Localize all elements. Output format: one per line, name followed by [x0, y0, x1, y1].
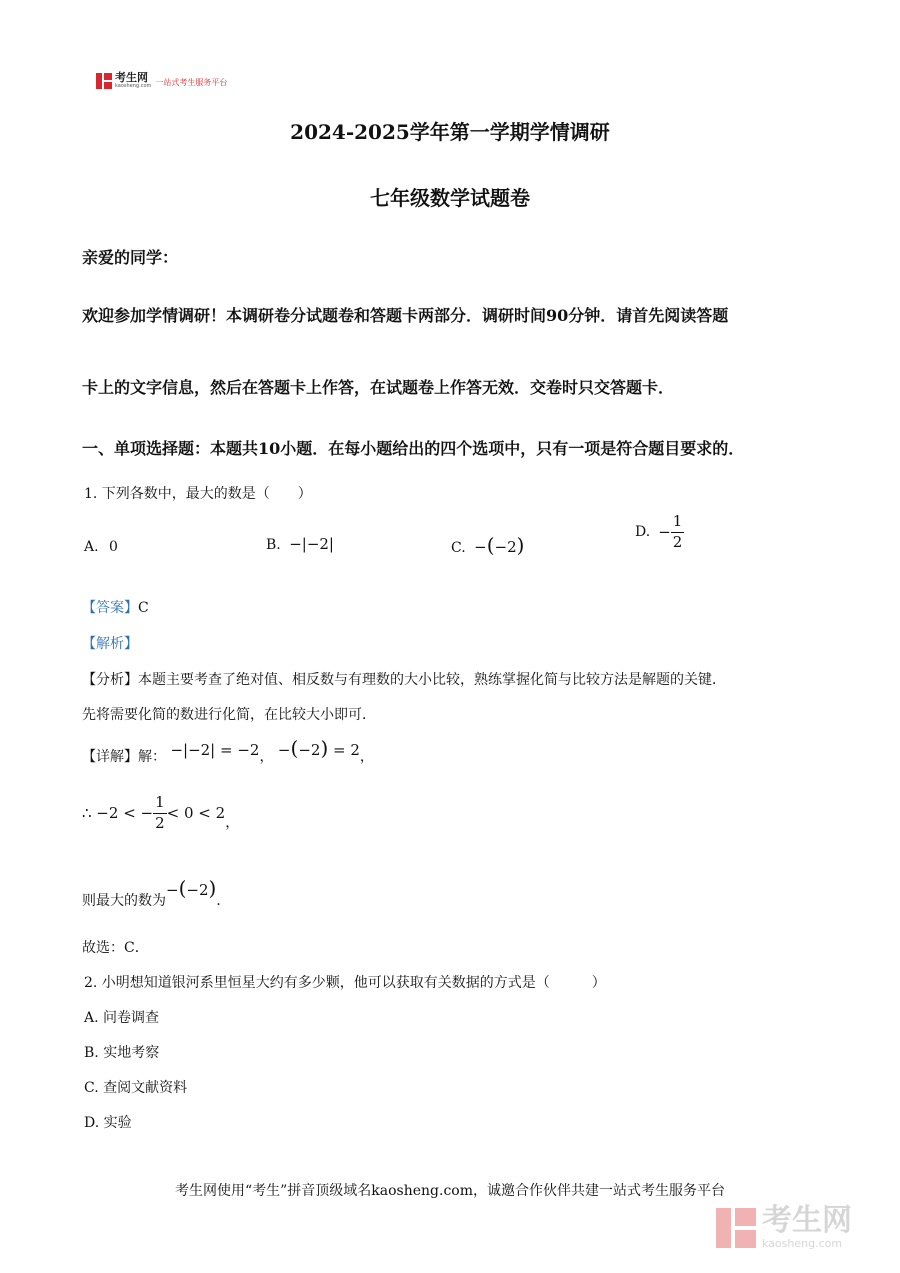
q2-option-a: A. 问卷调查 [84, 1010, 160, 1026]
q1-option-b [266, 535, 334, 553]
option-b-label: B. [266, 537, 281, 553]
detail-line: 【详解】解： −|−2| = −2， −(−2) = 2， [82, 736, 374, 765]
header-logo [96, 72, 227, 89]
q1-option-a [84, 539, 118, 555]
section-heading: 一、单项选择题：本题共10小题．在每小题给出的四个选项中，只有一项是符合题目要求的． [82, 439, 745, 458]
option-b-value: −|−2| [289, 535, 334, 553]
q2-option-c: C. 查阅文献资料 [84, 1080, 188, 1096]
answer-line [82, 597, 149, 617]
option-a-value: 0 [109, 539, 118, 555]
conclusion-line: 则最大的数为−(−2)． [82, 876, 231, 909]
option-d-sign: − [658, 523, 671, 542]
watermark [716, 1203, 852, 1250]
logo-domain: kaosheng.com [115, 83, 152, 89]
logo-icon [96, 73, 112, 89]
intro-line-1: 欢迎参加学情调研！本调研卷分试题卷和答题卡两部分．调研时间90分钟．请首先阅读答题 [82, 306, 729, 325]
option-c-value: −(−2) [474, 533, 525, 557]
detail-eq-1: −|−2| = −2 [170, 741, 260, 759]
watermark-domain: kaosheng.com [762, 1237, 843, 1250]
question-1-stem: 1. 下列各数中，最大的数是（ ） [84, 486, 312, 502]
option-c-label: C. [451, 540, 466, 556]
footer-text: 考生网使用“考生”拼音顶级域名kaosheng.com，诚邀合作伙伴共建一站式考生服务平台 [174, 1183, 726, 1199]
answer-tag: 【答案】 [82, 600, 138, 616]
therefore-rhs: < 0 < 2 [166, 804, 226, 822]
logo-name: 考生网 [115, 71, 148, 84]
intro-line-2: 卡上的文字信息，然后在答题卡上作答，在试题卷上作答无效．交卷时只交答题卡． [82, 378, 675, 397]
analysis-line-1: 【分析】本题主要考查了绝对值、相反数与有理数的大小比较，熟练掌握化简与比较方法是解题的关键． [82, 672, 726, 688]
q1-option-d [635, 514, 684, 551]
therefore-lhs: ∴ −2 < − [82, 804, 154, 822]
detail-eq-2: −(−2) = 2 [277, 736, 360, 760]
watermark-name: 考生网 [762, 1203, 852, 1238]
detail-tag: 【详解】解： [82, 749, 166, 765]
question-2-stem: 2. 小明想知道银河系里恒星大约有多少颗，他可以获取有关数据的方式是（ ） [84, 975, 606, 991]
analysis-tag: 【解析】 [82, 636, 138, 652]
option-a-label: A. [84, 539, 99, 555]
greeting: 亲爱的同学： [82, 248, 179, 267]
answer-value: C [138, 600, 149, 616]
q2-option-b: B. 实地考察 [84, 1045, 160, 1061]
page-subtitle: 七年级数学试题卷 [370, 186, 530, 210]
therefore-line: ∴ −2 < − $\frac{1}{2}$ < 0 < 2 ， [82, 792, 240, 832]
q1-option-c [451, 533, 524, 557]
q2-option-d: D. 实验 [84, 1115, 132, 1131]
conclusion-math: −(−2) [166, 876, 217, 900]
page-title: 2024-2025学年第一学期学情调研 [290, 120, 610, 144]
option-d-label: D. [635, 524, 651, 541]
choose-line: 故选：C． [82, 940, 149, 956]
logo-slogan: 一站式考生服务平台 [155, 78, 228, 87]
therefore-fraction: $\frac{1}{2}$ [155, 792, 165, 832]
option-d-fraction: $\frac{1}{2}$ [672, 512, 683, 551]
analysis-line-2: 先将需要化简的数进行化简，在比较大小即可． [82, 707, 376, 723]
watermark-logo-icon [716, 1208, 756, 1248]
